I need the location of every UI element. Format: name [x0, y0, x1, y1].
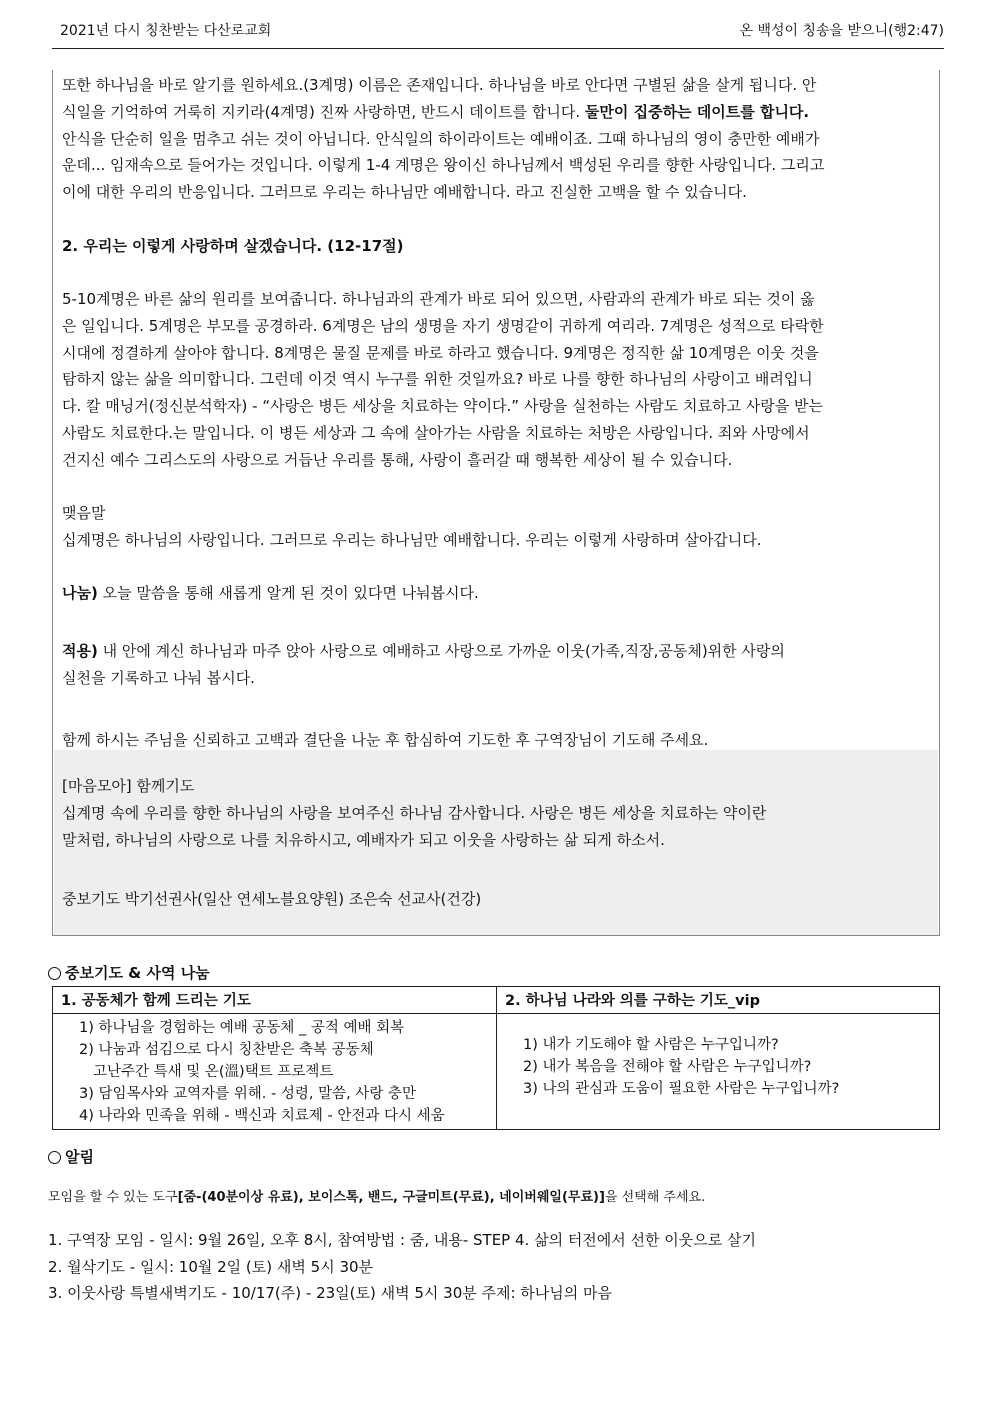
meeting-tools-notice: 모임을 할 수 있는 도구[줌-(40분이상 유료), 보이스톡, 밴드, 구글미트(무료), 네이버웨일(무료)]을 선택해 주세요. — [48, 1190, 706, 1205]
prayer-section-title: 중보기도 & 사역 나눔 — [48, 962, 210, 983]
vip-prayer-list — [497, 1014, 940, 1130]
list-item: 2) 내가 복음을 전해야 할 사람은 누구입니까? — [523, 1059, 812, 1075]
table-header-row — [53, 987, 940, 1014]
list-item: 3. 이웃사랑 특별새벽기도 - 10/17(주) - 23일(토) 새벽 5시 30분 주제: 하나님의 마음 — [48, 1284, 613, 1302]
column-header-community: 1. 공동체가 함께 드리는 기도 — [53, 987, 497, 1014]
list-item: 4) 나라와 민족을 위해 - 백신과 치료제 - 안전과 다시 세움 — [79, 1108, 445, 1124]
section-heading-2: 2. 우리는 이렇게 사랑하며 살겠습니다. (12-17절) — [62, 237, 404, 255]
notice-section-title: 알림 — [48, 1146, 94, 1167]
together-instruction: 함께 하시는 주님을 신뢰하고 고백과 결단을 나눈 후 합심하여 기도한 후 구역장님이 기도해 주세요. — [62, 731, 709, 749]
circle-bullet-icon — [48, 1151, 61, 1164]
church-title: 2021년 다시 칭찬받는 다산로교회 — [60, 23, 272, 39]
list-item: 고난주간 특새 및 온(溫)택트 프로젝트 — [93, 1064, 334, 1080]
community-prayer-list — [53, 1014, 497, 1130]
joint-prayer-title: [마음모아] 함께기도 — [62, 777, 195, 795]
notice-list — [48, 1227, 756, 1307]
list-item: 1. 구역장 모임 - 일시: 9월 26일, 오후 8시, 참여방법 : 줌, 내용- STEP 4. 삶의 터전에서 선한 이웃으로 살기 — [48, 1231, 757, 1249]
column-header-vip: 2. 하나님 나라와 의를 구하는 기도_vip — [497, 987, 940, 1014]
sermon-box — [52, 70, 940, 936]
table-row — [53, 1014, 940, 1130]
paragraph-commandments-1-4: 또한 하나님을 바로 알기를 원하세요.(3계명) 이름은 존재입니다. 하나님을 바로 안다면 구별된 삶을 살게 됩니다. 안 식일을 기억하여 거룩히 지키라(4계명) 진짜 사랑하면, 반드시 데이트를 합니다. 둘만이 집중하는 데이트를 합니다. 안식을 단순히 일을 멈추고 쉬는 것이 아닙니다. 안식일의 하이라이트는 예배이죠. 그때 하나님의 영이 충만한 예배가 운데... 임재속으로 들어가는 것입니다. 이렇게 1-4 계명은 왕이신 하나님께서 백성된 우리를 향한 사랑입니다. 그리고 이에 대한 우리의 반응입니다. 그러므로 우리는 하나님만 예배합니다. 라고 진실한 고백을 할 수 있습니다. — [62, 76, 825, 202]
circle-bullet-icon — [48, 967, 61, 980]
paragraph-commandments-5-10: 5-10계명은 바른 삶의 원리를 보여줍니다. 하나님과의 관계가 바로 되어 있으면, 사람과의 관계가 바로 되는 것이 옳 은 일입니다. 5계명은 부모를 공경하라. 6계명은 남의 생명을 자기 생명같이 귀하게 여리라. 7계명은 성적으로 타락한 시대에 정결하게 살아야 합니다. 8계명은 물질 문제를 바로 하라고 했습니다. 9계명은 정직한 삶 10계명은 이웃 것을 탐하지 않는 삶을 의미합니다. 그런데 이것 역시 누구를 위한 것일까요? 바로 나를 향한 하나님의 사랑이고 배려입니 다. 칼 매닝거(정신분석학자) - “사랑은 병든 세상을 치료하는 약이다.” 사랑을 실천하는 사람도 치료하고 사랑을 받는 사람도 치료한다.는 말입니다. 이 병든 세상과 그 속에 살아가는 사람을 치료하는 처방은 사랑입니다. 죄와 사망에서 건지신 예수 그리스도의 사랑으로 거듭난 우리를 통해, 사랑이 흘러갈 때 행복한 세상이 될 수 있습니다. — [62, 290, 824, 469]
closing-title: 맺음말 — [62, 504, 106, 522]
joint-prayer: [마음모아] 함께기도 십계명 속에 우리를 향한 하나님의 사랑을 보여주신 하나님 감사합니다. 사랑은 병든 세상을 치료하는 약이란 말처럼, 하나님의 사랑으로 나를 치유하시고, 예배자가 되고 이웃을 사랑하는 삶 되게 하소서. — [62, 773, 932, 853]
intercession-names: 중보기도 박기선권사(일산 연세노블요양원) 조은숙 선교사(건강) — [62, 890, 482, 908]
page-header — [60, 20, 944, 42]
share-prompt: 나눔) 오늘 말씀을 통해 새롭게 알게 된 것이 있다면 나눠봅시다. — [62, 584, 479, 602]
prayer-table — [52, 986, 940, 1130]
list-item: 3) 나의 관심과 도움이 필요한 사람은 누구입니까? — [523, 1081, 840, 1097]
list-item: 2) 나눔과 섬김으로 다시 칭찬받은 축복 공동체 — [79, 1042, 374, 1058]
list-item: 3) 담임목사와 교역자를 위해. - 성령, 말씀, 사랑 충만 — [79, 1086, 416, 1102]
closing-text: 십계명은 하나님의 사랑입니다. 그러므로 우리는 하나님만 예배합니다. 우리는 이렇게 사랑하며 살아갑니다. — [62, 530, 762, 549]
list-item: 1) 하나님을 경험하는 예배 공동체 _ 공적 예배 회복 — [79, 1020, 405, 1036]
list-item: 1) 내가 기도해야 할 사람은 누구입니까? — [523, 1037, 779, 1053]
apply-prompt: 적용) 내 안에 계신 하나님과 마주 앉아 사랑으로 예배하고 사랑으로 가까운 이웃(가족,직장,공동체)위한 사랑의 실천을 기록하고 나눠 봅시다. — [62, 642, 785, 687]
header-divider — [52, 48, 944, 49]
closing-section — [62, 500, 932, 554]
theme-verse: 온 백성이 칭송을 받으니(행2:47) — [739, 23, 944, 39]
list-item: 2. 월삭기도 - 일시: 10월 2일 (토) 새벽 5시 30분 — [48, 1257, 374, 1276]
